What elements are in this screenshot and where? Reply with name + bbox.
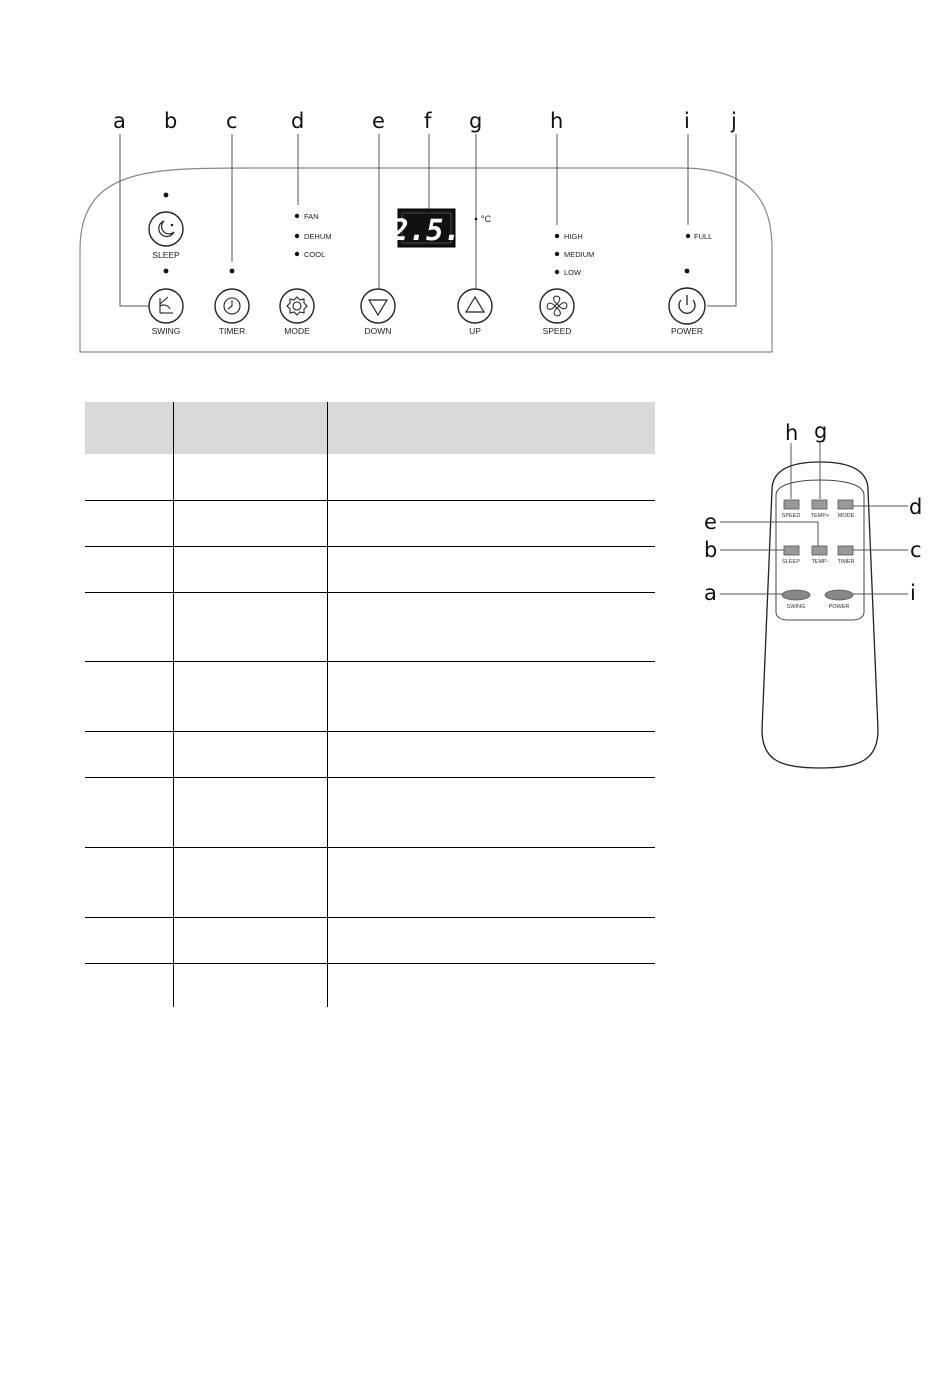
callout-j: j [731, 109, 737, 133]
table-cell [173, 592, 327, 661]
table-cell [327, 661, 655, 731]
table-row [85, 454, 655, 500]
table-cell [85, 661, 173, 731]
table-cell [85, 963, 173, 1007]
up-label: UP [469, 326, 481, 336]
table-cell [85, 546, 173, 592]
indicator-fan: FAN [304, 212, 319, 221]
power-indicator-dot [685, 269, 690, 274]
table-cell [173, 661, 327, 731]
remote-temp-down-button[interactable] [812, 546, 827, 555]
callout-a: a [113, 109, 126, 133]
swing-label: SWING [151, 326, 181, 336]
down-label: DOWN [364, 326, 392, 336]
remote-callout-h: h [785, 421, 799, 445]
table-row [85, 777, 655, 847]
timer-label: TIMER [218, 326, 246, 336]
temperature-display [390, 209, 461, 247]
speed-button[interactable] [540, 289, 574, 323]
table-cell [173, 546, 327, 592]
up-button[interactable] [458, 289, 492, 323]
remote-mode-button[interactable] [838, 500, 853, 509]
remote-speed-button[interactable] [784, 500, 799, 509]
sleep-button[interactable] [149, 212, 183, 246]
table-cell [85, 454, 173, 500]
power-label: POWER [670, 326, 704, 336]
table-header-cell [173, 402, 327, 454]
table-cell [327, 546, 655, 592]
remote-body [762, 462, 878, 768]
timer-indicator-dot [230, 269, 235, 274]
callout-h: h [550, 109, 564, 133]
table-cell [85, 731, 173, 777]
table-header-cell [85, 402, 173, 454]
remote-timer-label: TIMER [837, 559, 855, 565]
panel-outline [80, 168, 772, 352]
indicator-high: HIGH [564, 232, 583, 241]
indicator-cool: COOL [304, 250, 326, 259]
table-header-cell [327, 402, 655, 454]
control-panel-diagram [0, 0, 950, 400]
indicator-medium: MEDIUM [564, 250, 595, 259]
function-table [85, 402, 655, 1007]
callout-e: e [372, 109, 385, 133]
table-row [85, 963, 655, 1007]
speed-label: SPEED [542, 326, 572, 336]
callout-i: i [684, 109, 690, 133]
callout-d: d [291, 109, 305, 133]
table-cell [85, 917, 173, 963]
table-cell [327, 731, 655, 777]
remote-temp-down-label: TEMP- [811, 559, 829, 565]
mode-label: MODE [284, 326, 310, 336]
table-cell [173, 917, 327, 963]
table-row [85, 731, 655, 777]
display-value: 2.5. [391, 213, 461, 247]
sleep-indicator-dot [164, 193, 169, 198]
indicator-full: FULL [694, 232, 713, 241]
remote-temp-up-label: TEMP+ [810, 513, 830, 519]
swing-button[interactable] [149, 289, 183, 323]
remote-callout-e: e [704, 510, 717, 534]
remote-callout-leaders [720, 443, 908, 594]
table-row [85, 917, 655, 963]
table-cell [327, 592, 655, 661]
table-cell [327, 917, 655, 963]
table-cell [173, 963, 327, 1007]
remote-swing-label: SWING [786, 604, 806, 610]
table-cell [173, 500, 327, 546]
remote-power-button[interactable] [825, 590, 853, 600]
down-button[interactable] [361, 289, 395, 323]
remote-callout-d: d [909, 495, 923, 519]
table-cell [173, 777, 327, 847]
table-cell [85, 592, 173, 661]
mode-button[interactable] [280, 289, 314, 323]
callout-g: g [469, 109, 483, 133]
mode-indicators [295, 212, 332, 259]
table-cell [327, 847, 655, 917]
speed-indicators [555, 232, 595, 277]
remote-timer-button[interactable] [838, 546, 853, 555]
remote-swing-button[interactable] [782, 590, 810, 600]
unit-label: °C [481, 214, 492, 224]
table-row [85, 592, 655, 661]
remote-temp-up-button[interactable] [812, 500, 827, 509]
remote-speed-label: SPEED [781, 513, 801, 519]
remote-callout-g: g [814, 419, 828, 443]
callout-c: c [226, 109, 238, 133]
remote-callout-i: i [910, 581, 916, 605]
celsius-dot [475, 218, 478, 221]
indicator-low: LOW [564, 268, 582, 277]
table-row [85, 661, 655, 731]
table-cell [173, 731, 327, 777]
table-cell [85, 847, 173, 917]
swing-indicator-dot [164, 269, 169, 274]
table-cell [85, 777, 173, 847]
table-header-row [85, 402, 655, 454]
remote-button-panel [776, 480, 864, 620]
table-cell [327, 454, 655, 500]
timer-button[interactable] [215, 289, 249, 323]
remote-power-label: POWER [828, 604, 850, 610]
callout-f: f [424, 109, 432, 133]
indicator-dehum: DEHUM [304, 232, 332, 241]
remote-callout-c: c [910, 538, 922, 562]
remote-callout-b: b [704, 538, 718, 562]
table-row [85, 500, 655, 546]
table-cell [173, 454, 327, 500]
table-row [85, 546, 655, 592]
remote-sleep-button[interactable] [784, 546, 799, 555]
power-button[interactable] [669, 288, 705, 324]
sleep-label: SLEEP [152, 250, 180, 260]
table-cell [327, 963, 655, 1007]
remote-mode-label: MODE [837, 513, 855, 519]
table-row [85, 847, 655, 917]
full-indicator-dot [686, 234, 690, 238]
table-cell [173, 847, 327, 917]
table-cell [85, 500, 173, 546]
table-cell [327, 500, 655, 546]
table-cell [327, 777, 655, 847]
remote-sleep-label: SLEEP [782, 559, 800, 565]
callout-b: b [164, 109, 178, 133]
remote-callout-a: a [704, 581, 717, 605]
